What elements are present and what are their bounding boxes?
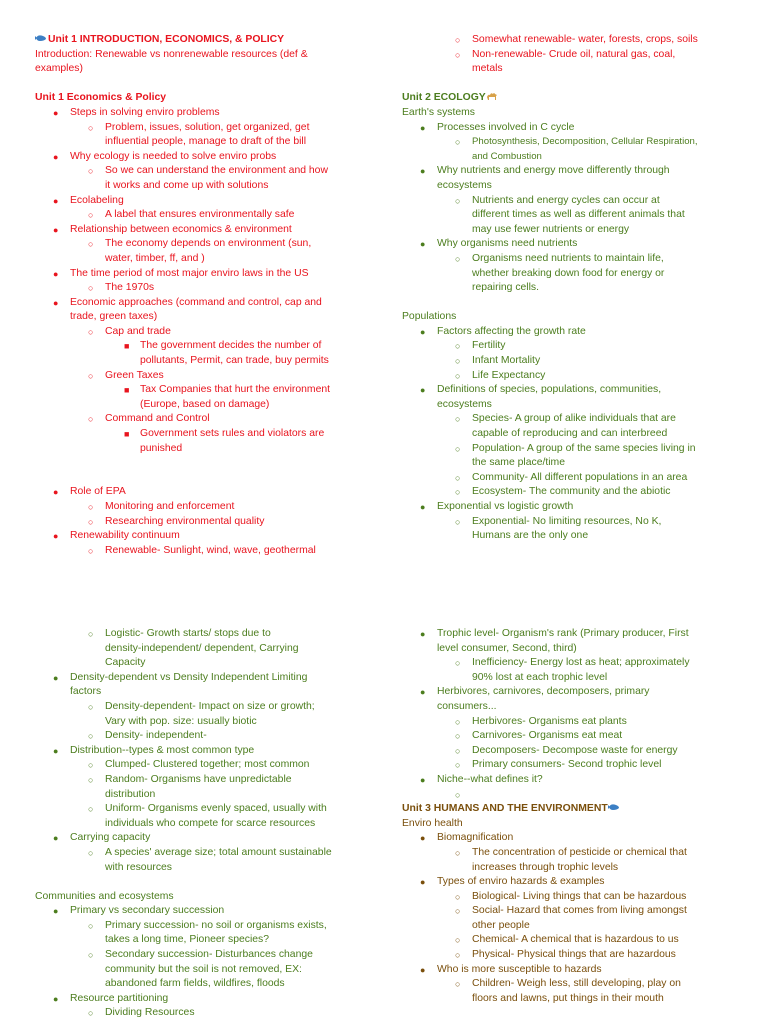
list-item-cont: consumers... — [437, 700, 497, 712]
list-item-cont: level consumer, Second, third) — [437, 642, 577, 654]
list-item-cont: 90% lost at each trophic level — [472, 671, 608, 683]
list-item: ● The time period of most major enviro laws in the US — [53, 267, 309, 279]
list-item-cont: whether breaking down food for energy or — [472, 267, 665, 279]
list-item: ○ Secondary succession- Disturbances change — [88, 949, 313, 961]
list-item: ● Types of enviro hazards & examples — [420, 876, 605, 888]
intro-line: Introduction: Renewable vs nonrenewable resources (def & — [35, 48, 308, 60]
list-item: ● Resource partitioning — [53, 992, 169, 1004]
list-item: ○ Photosynthesis, Decomposition, Cellular Respiration, — [455, 136, 698, 148]
list-item-cont: with resources — [105, 861, 172, 873]
list-item: ○ Uniform- Organisms evenly spaced, usually with — [88, 803, 327, 815]
list-item: ○ Exponential- No limiting resources, No K, — [455, 515, 662, 527]
camel-icon — [486, 91, 498, 101]
list-item: ● Why organisms need nutrients — [420, 238, 578, 250]
list-item: ● Why ecology is needed to solve enviro probs — [53, 150, 277, 162]
list-item-cont: factors — [70, 686, 102, 698]
trophic-list: ● Trophic level- Organism's rank (Primary producer, First level consumer, Second, third) ○ Inefficiency- Energy lost as heat; approximately 90% lost at each trophic level ● Herbivores, carnivores, decomposers, primary consumers... ○ Herbivores- Organisms eat plants ○ Carnivores- Organisms eat meat ○ Decomposers- Decompose waste for energy ○ Primary consumers- Second trophic level ● Niche--what defines it? ○ — [402, 627, 762, 788]
list-item: ● Steps in solving enviro problems — [53, 106, 220, 118]
unit3-heading: Unit 3 HUMANS AND THE ENVIRONMENT — [402, 802, 762, 817]
list-item-cont: capable of reproducing and can interbreed — [472, 428, 668, 440]
list-item: ○ Renewable- Sunlight, wind, wave, geothermal — [88, 544, 316, 556]
list-item-cont: different times as well as different animals that — [472, 209, 685, 221]
list-item-cont: ecosystems — [437, 398, 492, 410]
list-item: ○ Researching environmental quality — [88, 515, 265, 527]
communities-list — [35, 904, 395, 1021]
list-item: ● Renewability continuum — [53, 530, 180, 542]
list-item-cont: and Combustion — [472, 150, 542, 162]
list-item-cont: takes a long time, Pioneer species? — [105, 934, 270, 946]
list-item: ○ Chemical- A chemical that is hazardous to us — [455, 934, 679, 946]
economics-list — [35, 106, 395, 558]
list-item-cont: pollutants, Permit, can trade, buy permits — [140, 355, 329, 367]
list-item: ○ Density- independent- — [88, 730, 207, 742]
list-item: ● Distribution--types & most common type — [53, 744, 255, 756]
list-item: ○ A species' average size; total amount sustainable — [88, 846, 332, 858]
list-item-cont: Humans are the only one — [472, 530, 589, 542]
list-item-cont: influential people, manage to draft of the bill — [105, 136, 307, 148]
economics-heading: Unit 1 Economics & Policy — [35, 92, 167, 104]
list-item: ○ Inefficiency- Energy lost as heat; approximately — [455, 657, 690, 669]
list-item: ○ A label that ensures environmentally safe — [88, 209, 295, 221]
list-item: ● Exponential vs logistic growth — [420, 501, 574, 512]
list-item: ○ The economy depends on environment (sun, — [88, 238, 312, 250]
earth-systems-list — [402, 121, 762, 296]
list-item: ● Role of EPA — [53, 486, 126, 498]
list-item-cont: punished — [140, 442, 183, 454]
list-item: ○ Population- A group of the same species living in — [455, 442, 696, 454]
list-item: ○ Problem, issues, solution, get organized, get — [88, 121, 310, 133]
renewability-list — [402, 33, 762, 77]
list-item: ● Primary vs secondary succession — [53, 905, 225, 917]
populations-continued-column — [35, 627, 395, 1021]
enviro-health-label: Enviro health — [402, 817, 463, 829]
list-item: ● Economic approaches (command and control, cap and — [53, 296, 322, 308]
list-item: ● Trophic level- Organism's rank (Primary producer, First — [420, 628, 689, 639]
list-item: ● Relationship between economics & environment — [53, 223, 292, 235]
unit1-column — [35, 33, 395, 558]
growth-list — [35, 627, 395, 875]
list-item: ○ Community- All different populations in an area — [455, 471, 688, 483]
list-item-cont: Capacity — [105, 657, 146, 669]
list-item: ○ Green Taxes — [88, 369, 164, 381]
whale-icon — [608, 802, 620, 812]
list-item: ○ Logistic- Growth starts/ stops due to — [88, 628, 271, 639]
list-item-cont: other people — [472, 919, 530, 931]
list-item: ● Why nutrients and energy move differently through — [420, 165, 670, 177]
list-item: ● Density-dependent vs Density Independent Limiting — [53, 671, 308, 683]
list-item: ○ Carnivores- Organisms eat meat — [455, 730, 623, 742]
list-item: ○ Primary consumers- Second trophic level — [455, 759, 662, 771]
list-item-cont: abandoned farm fields, wildfires, floods — [105, 978, 285, 990]
list-item-cont: floors and lawns, put things in their mouth — [472, 992, 664, 1004]
list-item: ○ Dividing Resources — [88, 1007, 195, 1019]
list-item-cont: the same place/time — [472, 457, 565, 469]
list-item: ○ Cap and trade — [88, 325, 171, 337]
list-item: ● Niche--what defines it? — [420, 773, 543, 785]
trophic-and-unit3-column — [402, 627, 762, 1006]
list-item: ○ Command and Control — [88, 413, 210, 425]
list-item: ○ Ecosystem- The community and the abiotic — [455, 486, 671, 498]
list-item: ■ Tax Companies that hurt the environment — [124, 384, 331, 396]
populations-label: Populations — [402, 311, 457, 323]
list-item: ○ Social- Hazard that comes from living amongst — [455, 905, 687, 917]
list-item: ○ Non-renewable- Crude oil, natural gas, coal, — [455, 48, 676, 60]
list-item: ○ The 1970s — [88, 282, 155, 294]
list-item-cont: it works and come up with solutions — [105, 179, 269, 191]
list-item-cont: water, timber, ff, and ) — [105, 252, 205, 264]
unit2-column — [402, 33, 762, 544]
list-item: ● Biomagnification — [420, 832, 514, 844]
list-item: ○ Children- Weigh less, still developing, play on — [455, 978, 681, 990]
list-item: ○ Physical- Physical things that are hazardous — [455, 949, 676, 961]
list-item: ○ Somewhat renewable- water, forests, crops, soils — [455, 34, 698, 45]
list-item: ○ Fertility — [455, 340, 506, 352]
list-item: ○ Monitoring and enforcement — [88, 501, 235, 512]
enviro-health-list — [402, 831, 762, 1006]
list-item: ○ Species- A group of alike individuals that are — [455, 413, 676, 425]
intro-line: examples) — [35, 63, 83, 75]
list-item-cont: (Europe, based on damage) — [140, 398, 270, 410]
list-item: ○ The concentration of pesticide or chemical that — [455, 846, 687, 858]
list-item-cont: increases through trophic levels — [472, 861, 619, 873]
list-item: ○ Density-dependent- Impact on size or growth; — [88, 700, 315, 712]
list-item: ■ Government sets rules and violators are — [124, 428, 325, 440]
unit1-heading: Unit 1 INTRODUCTION, ECONOMICS, & POLICY — [35, 33, 395, 48]
list-item: ○ Herbivores- Organisms eat plants — [455, 715, 627, 727]
list-item: ● Herbivores, carnivores, decomposers, primary — [420, 686, 650, 698]
list-item-cont: individuals who compete for scarce resources — [105, 817, 316, 829]
list-item: ● Ecolabeling — [53, 194, 124, 206]
list-item: ○ Clumped- Clustered together; most common — [88, 759, 310, 771]
list-item-cont: community but the soil is not removed, EX: — [105, 963, 302, 975]
list-item: ● Processes involved in C cycle — [420, 121, 575, 133]
list-item: ○ Primary succession- no soil or organisms exists, — [88, 919, 327, 931]
list-item-cont: density-independent/ dependent, Carrying — [105, 642, 299, 654]
list-item: ○ Biological- Living things that can be hazardous — [455, 890, 687, 902]
list-item-cont: ecosystems — [437, 179, 492, 191]
list-item: ○ Organisms need nutrients to maintain life, — [455, 252, 664, 264]
list-item: ● Carrying capacity — [53, 832, 151, 844]
list-item: ● Who is more susceptible to hazards — [420, 963, 602, 975]
list-item: ○ Life Expectancy — [455, 369, 546, 381]
list-item-cont: may use fewer nutrients or energy — [472, 223, 630, 235]
list-item-cont: distribution — [105, 788, 156, 800]
list-item-cont: metals — [472, 63, 503, 75]
list-item: ○ So we can understand the environment and how — [88, 165, 328, 177]
unit2-heading: Unit 2 ECOLOGY — [402, 91, 762, 106]
communities-label: Communities and ecosystems — [35, 890, 174, 902]
earth-systems-label: Earth's systems — [402, 106, 476, 118]
list-item: ○ Nutrients and energy cycles can occur at — [455, 194, 660, 206]
populations-list — [402, 325, 762, 544]
list-item: ○ Decomposers- Decompose waste for energy — [455, 744, 678, 756]
list-item-cont: trade, green taxes) — [70, 311, 158, 323]
list-item: ■ The government decides the number of — [124, 340, 322, 352]
list-item-cont: repairing cells. — [472, 282, 539, 294]
list-item-cont: Vary with pop. size: usually biotic — [105, 715, 257, 727]
list-item: ○ Infant Mortality — [455, 355, 541, 367]
list-item: ● Definitions of species, populations, communities, — [420, 384, 662, 396]
list-item: ○ Random- Organisms have unpredictable — [88, 773, 292, 785]
whale-icon — [35, 33, 47, 43]
list-item: ● Factors affecting the growth rate — [420, 325, 586, 337]
